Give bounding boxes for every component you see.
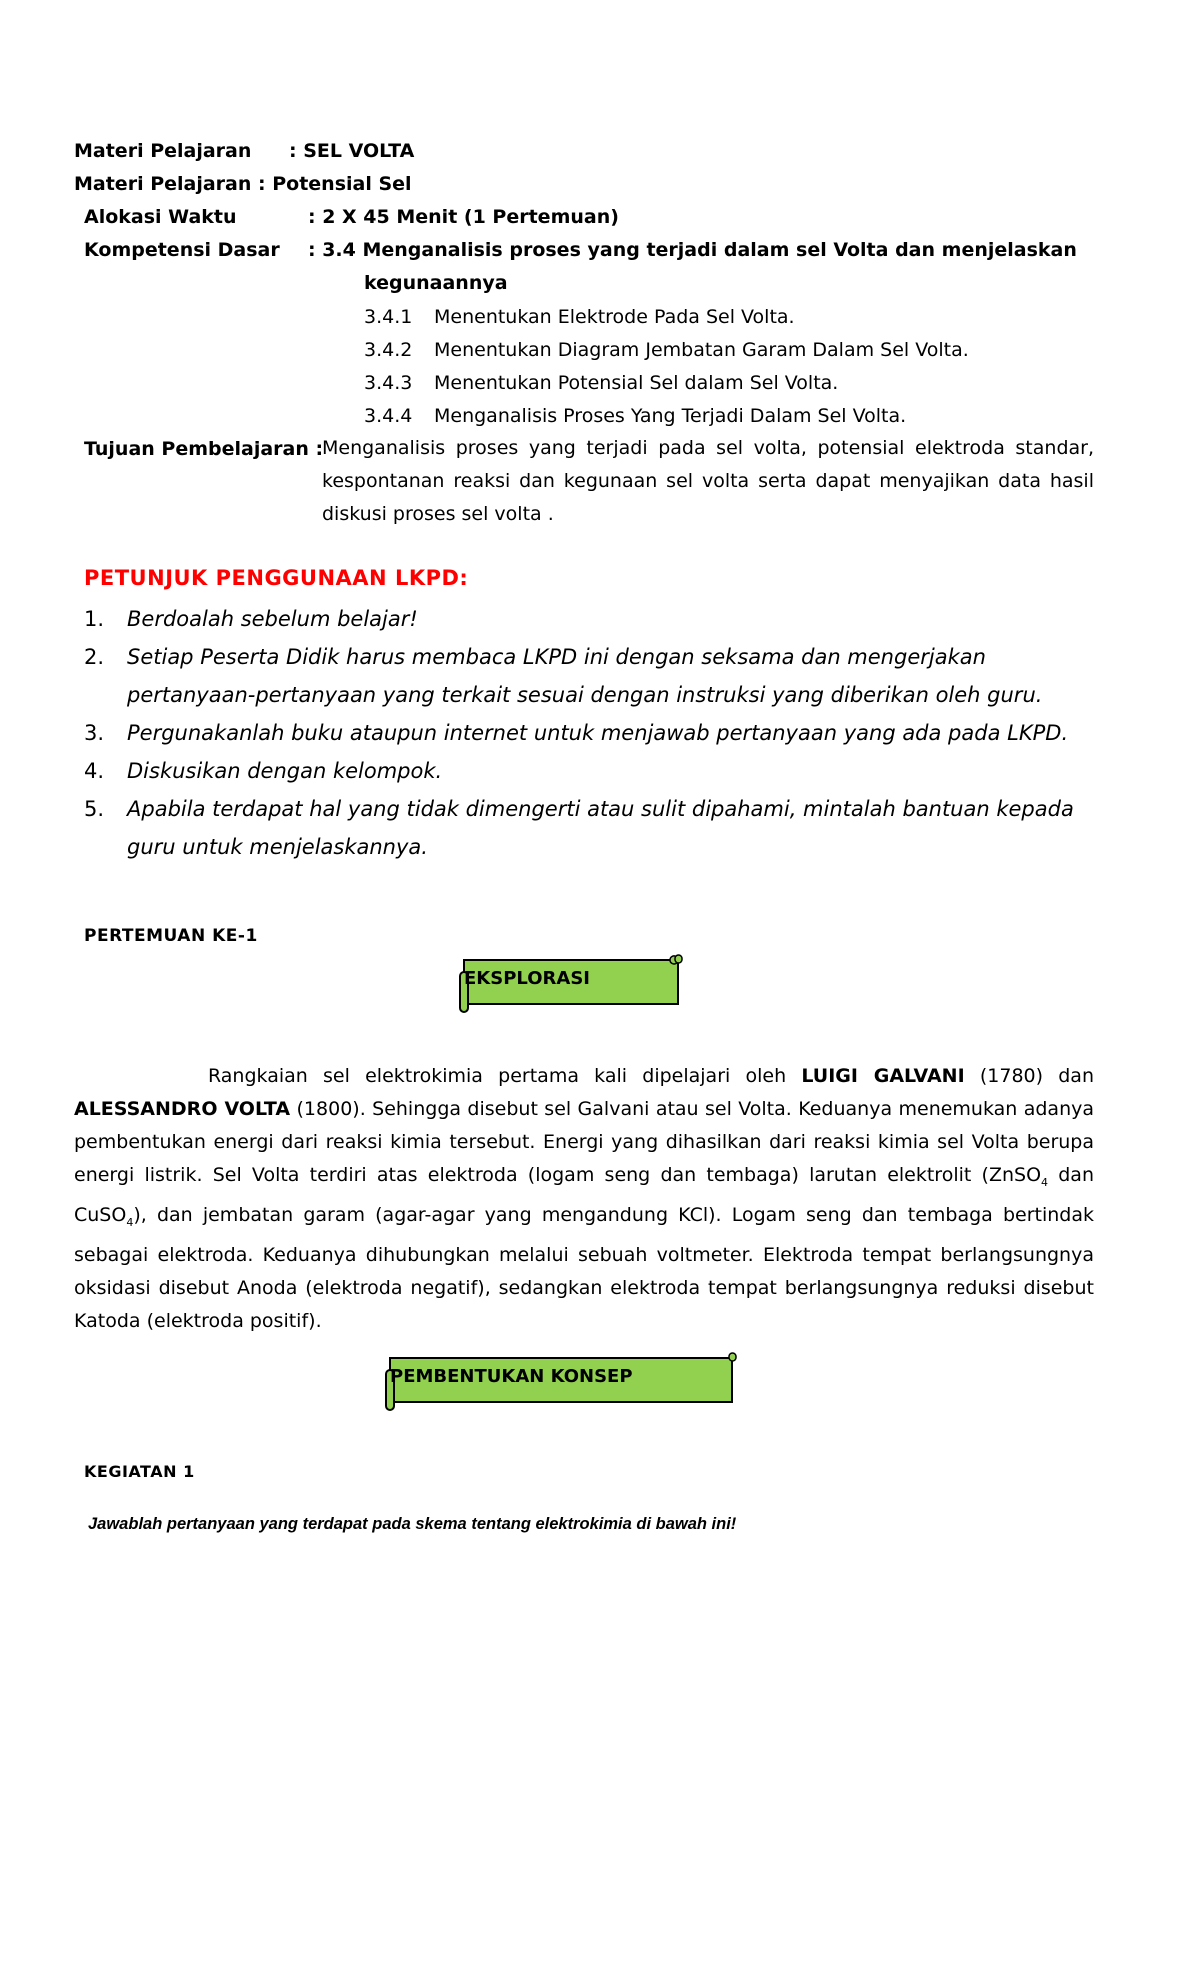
- petunjuk-list: [84, 600, 1084, 866]
- materi-label: Materi Pelajaran: [74, 140, 252, 162]
- list-item: 3. Pergunakanlah buku ataupun internet untuk menjawab pertanyaan yang ada pada LKPD.: [84, 721, 1069, 745]
- eksplorasi-label: EKSPLORASI: [464, 968, 590, 989]
- kompetensi-row: [84, 238, 1077, 262]
- kompetensi-cont: kegunaannya: [364, 272, 508, 294]
- indicator-text: Menentukan Diagram Jembatan Garam Dalam Sel Volta.: [434, 339, 969, 361]
- indicator-text: Menentukan Elektrode Pada Sel Volta.: [434, 306, 795, 328]
- volta-name: ALESSANDRO VOLTA: [74, 1098, 291, 1120]
- indicator-1: [364, 305, 795, 329]
- alokasi-value: : 2 X 45 Menit (1 Pertemuan): [308, 206, 619, 228]
- indicator-text: Menganalisis Proses Yang Terjadi Dalam Sel Volta.: [434, 405, 907, 427]
- eksplorasi-banner: [454, 954, 688, 1014]
- indicator-text: Menentukan Potensial Sel dalam Sel Volta.: [434, 372, 839, 394]
- konsep-label: PEMBENTUKAN KONSEP: [390, 1366, 633, 1387]
- kegiatan-heading: KEGIATAN 1: [84, 1462, 195, 1481]
- list-item: 1. Berdoalah sebelum belajar!: [84, 607, 418, 631]
- kompetensi-label: Kompetensi Dasar: [84, 239, 280, 261]
- konsep-banner: [380, 1352, 742, 1412]
- pertemuan-heading: PERTEMUAN KE-1: [84, 926, 258, 946]
- indicator-2: [364, 338, 969, 362]
- instruction-text: Jawablah pertanyaan yang terdapat pada skema tentang elektrokimia di bawah ini!: [88, 1515, 737, 1533]
- indicator-num: 3.4.2: [364, 339, 413, 361]
- tujuan-label: Tujuan Pembelajaran :: [84, 438, 324, 460]
- indicator-4: [364, 404, 906, 428]
- tujuan-text: Menganalisis proses yang terjadi pada sel volta, potensial elektroda standar, kespontanan reaksi dan kegunaan sel volta serta dapat menyajikan data hasil diskusi proses sel volta .: [322, 437, 1094, 525]
- alokasi-label: Alokasi Waktu: [84, 206, 237, 228]
- materi-row-1: [74, 139, 414, 163]
- indicator-num: 3.4.1: [364, 306, 413, 328]
- list-item: 4. Diskusikan dengan kelompok.: [84, 759, 443, 783]
- indicator-num: 3.4.4: [364, 405, 413, 427]
- materi-row-2: Materi Pelajaran : Potensial Sel: [74, 173, 412, 195]
- petunjuk-title: PETUNJUK PENGGUNAAN LKPD:: [84, 566, 469, 590]
- kompetensi-value: : 3.4 Menganalisis proses yang terjadi dalam sel Volta dan menjelaskan: [308, 239, 1077, 261]
- list-item: 2. Setiap Peserta Didik harus membaca LKPD ini dengan seksama dan mengerjakan pertanyaan-pertanyaan yang terkait sesuai dengan instruksi yang diberikan oleh guru.: [84, 645, 1043, 707]
- body-paragraph: Rangkaian sel elektrokimia pertama kali dipelajari oleh LUIGI GALVANI (1780) dan ALESSANDRO VOLTA (1800). Sehingga disebut sel Galvani atau sel Volta. Keduanya menemukan adanya pembentukan energi dari reaksi kimia tersebut. Energi yang dihasilkan dari reaksi kimia sel Volta berupa energi listrik. Sel Volta terdiri atas elektroda (logam seng dan tembaga) larutan elektrolit (ZnSO$_4$ dan CuSO$_4$), dan jembatan garam (agar-agar yang mengandung KCl). Logam seng dan tembaga bertindak sebagai elektroda. Keduanya dihubungkan melalui sebuah voltmeter. Elektroda tempat berlangsungnya oksidasi disebut Anoda (elektroda negatif), sedangkan elektroda tempat berlangsungnya reduksi disebut Katoda (elektroda positif).: [74, 1065, 1094, 1332]
- alokasi-row: [84, 205, 619, 229]
- indicator-3: [364, 371, 838, 395]
- materi-value: : SEL VOLTA: [289, 140, 415, 162]
- galvani-name: LUIGI GALVANI: [801, 1065, 965, 1087]
- indicator-num: 3.4.3: [364, 372, 413, 394]
- list-item: 5. Apabila terdapat hal yang tidak dimengerti atau sulit dipahami, mintalah bantuan kepada guru untuk menjelaskannya.: [84, 797, 1074, 859]
